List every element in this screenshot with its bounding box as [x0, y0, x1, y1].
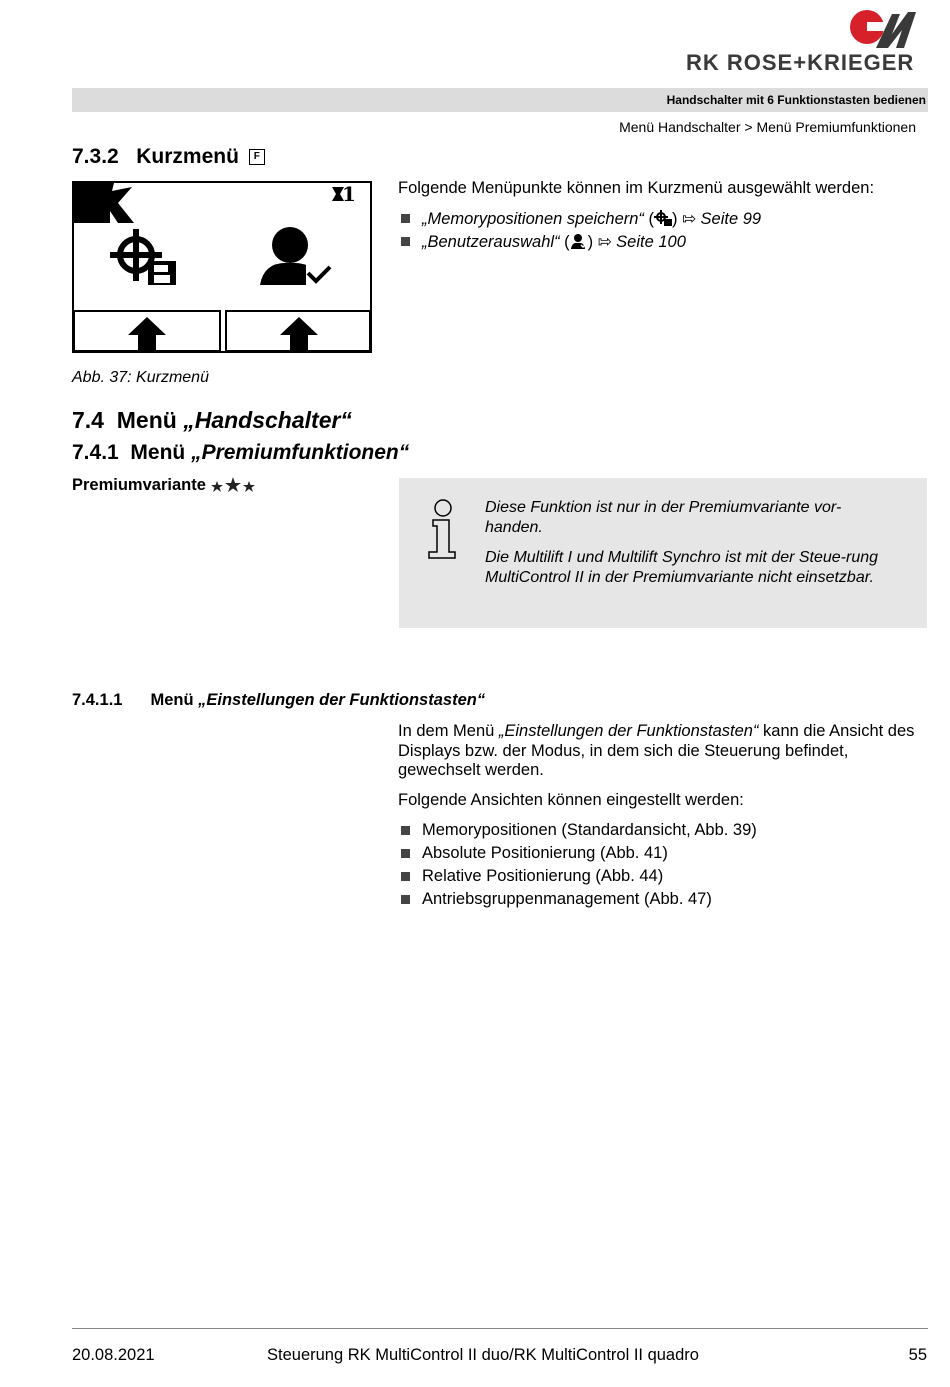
user-select-icon	[570, 233, 588, 249]
brand-name: RK ROSE+KRIEGER	[686, 50, 915, 75]
heading-title: Kurzmenü	[136, 145, 239, 168]
brand-logo	[848, 8, 928, 50]
section-title: Handschalter mit 6 Funktionstasten bedienen	[666, 93, 926, 107]
figure-caption: Abb. 37: Kurzmenü	[72, 369, 209, 386]
page-reference-link: Seite 99	[695, 210, 762, 228]
footer-divider	[72, 1328, 928, 1329]
kurzmenu-list	[398, 209, 761, 255]
view-list	[398, 821, 757, 913]
heading-7-4: 7.4 Menü „Handschalter“	[72, 407, 352, 433]
user-select-icon	[260, 227, 332, 287]
page-number: 55	[908, 1346, 927, 1364]
display-counter: 1	[342, 183, 356, 206]
f-key-icon: F	[249, 149, 265, 165]
logo-mark-icon	[848, 8, 928, 50]
list-item: Absolute Positionierung (Abb. 41)	[398, 844, 757, 867]
info-text: Diese Funktion ist nur in der Premiumvariante vor-handen.	[485, 499, 842, 536]
display-figure	[72, 181, 372, 353]
list-item: Antriebsgruppenmanagement (Abb. 47)	[398, 890, 757, 913]
paragraph: In dem Menü „Einstellungen der Funktionstasten“ kann die Ansicht des Displays bzw. der Modus, in dem sich die Steuerung befindet, gewechselt werden.	[398, 722, 915, 779]
list-item[interactable]: „Memorypositionen speichern“ ( ) ⇰ Seite 99	[398, 209, 761, 232]
list-item[interactable]: „Benutzerauswahl“ ( ) ⇰ Seite 100	[398, 232, 761, 255]
header-bar	[72, 88, 928, 112]
link-arrow-icon: ⇰	[597, 233, 612, 251]
info-text: Die Multilift I und Multilift Synchro ist mit der Steue-rung MultiControl II in der Premiumvariante nicht einsetzbar.	[485, 549, 879, 586]
kurzmenu-intro: Folgende Menüpunkte können im Kurzmenü ausgewählt werden:	[398, 179, 875, 197]
paragraph: Folgende Ansichten können eingestellt werden:	[398, 791, 744, 809]
display-graphic	[74, 183, 370, 351]
heading-7-4-1-1: 7.4.1.1 Menü „Einstellungen der Funktionstasten“	[72, 691, 486, 709]
page-reference-link: Seite 100	[611, 233, 686, 251]
list-item: Relative Positionierung (Abb. 44)	[398, 867, 757, 890]
footer-document: Steuerung RK MultiControl II duo/RK MultiControl II quadro	[267, 1346, 699, 1364]
memory-save-icon	[110, 229, 176, 285]
heading-number: 7.3.2	[72, 145, 119, 168]
premium-label: Premiumvariante	[72, 476, 255, 495]
memory-save-icon	[654, 210, 672, 226]
info-icon	[423, 498, 463, 562]
link-arrow-icon: ⇰	[682, 210, 696, 228]
breadcrumb: Menü Handschalter > Menü Premiumfunktionen	[619, 119, 916, 135]
footer-date: 20.08.2021	[72, 1346, 155, 1364]
heading-7-3-2	[72, 145, 265, 169]
info-box	[399, 478, 927, 628]
list-item: Memorypositionen (Standardansicht, Abb. 39)	[398, 821, 757, 844]
heading-7-4-1: 7.4.1 Menü „Premiumfunktionen“	[72, 441, 410, 464]
premium-stars-icon	[211, 476, 255, 492]
